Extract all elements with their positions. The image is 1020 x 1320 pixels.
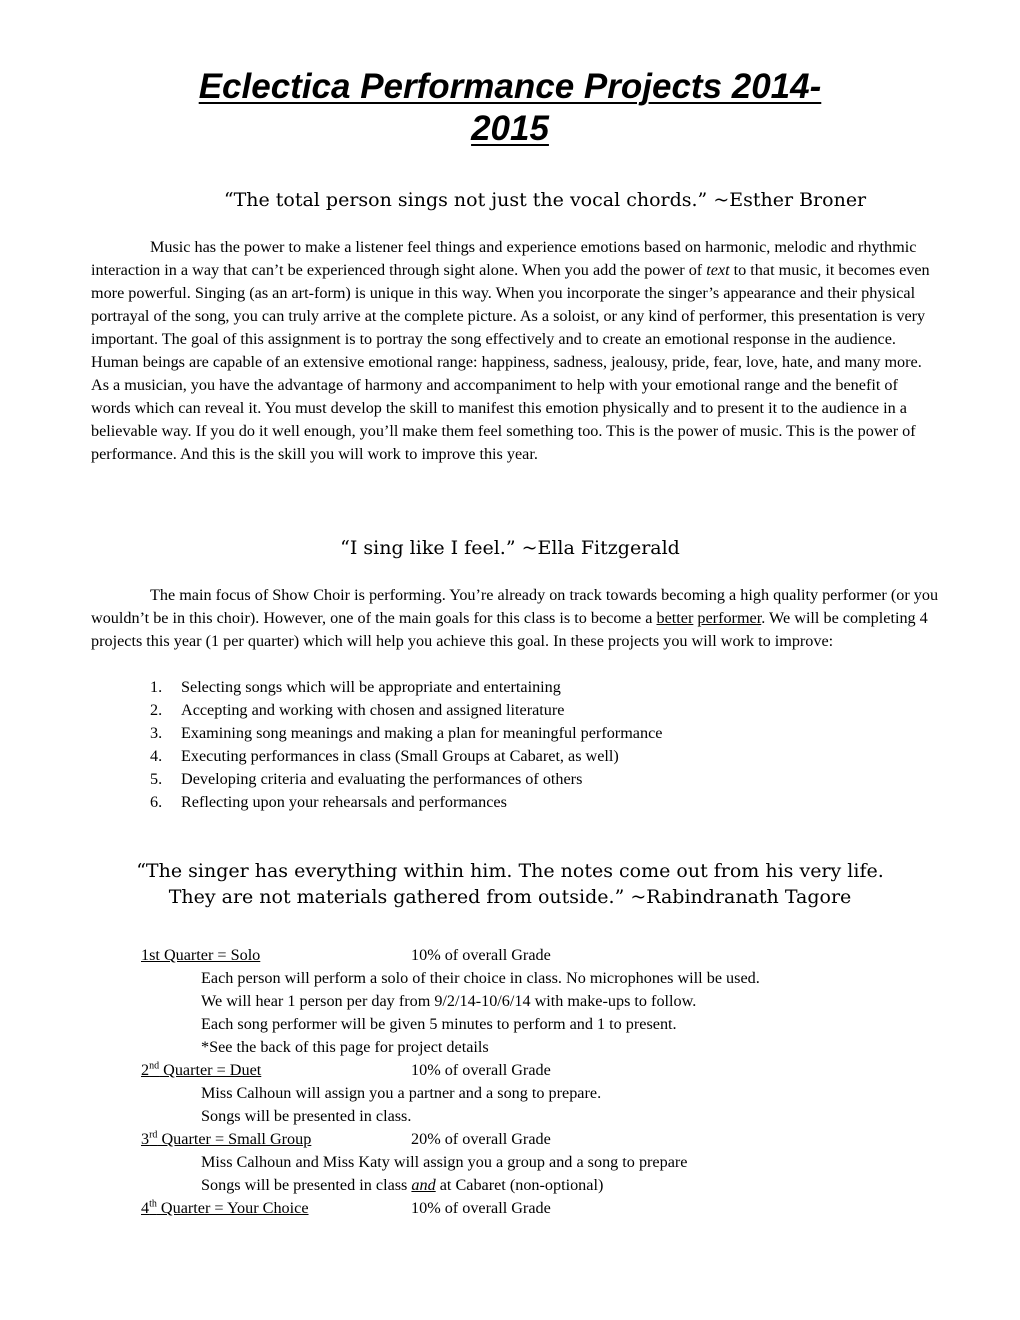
quarter-3-weight: 20% of overall Grade: [411, 1130, 551, 1148]
quarter-4-weight: 10% of overall Grade: [411, 1199, 551, 1217]
page-title: [90, 66, 930, 150]
quarter-2-detail: Miss Calhoun will assign you a partner and a song to prepare.: [201, 1084, 602, 1102]
quarter-3-detail: Songs will be presented in class and at Cabaret (non-optional): [201, 1176, 604, 1194]
title-line-2: 2015: [471, 109, 549, 148]
quarter-1-weight: 10% of overall Grade: [411, 946, 551, 964]
list-item: 6. Reflecting upon your rehearsals and performances: [150, 793, 507, 811]
list-item: 5. Developing criteria and evaluating the performances of others: [150, 770, 583, 788]
quarter-1-label: 1st Quarter = Solo: [141, 946, 261, 964]
goals-list: [150, 676, 662, 814]
quarter-3-label: 3rd Quarter = Small Group: [141, 1129, 312, 1148]
list-item: 1. Selecting songs which will be appropriate and entertaining: [150, 678, 561, 696]
intro-text-part1: Music has the power to make a listener feel things and experience emotions based on harmonic, melodic and rhythmic interaction in a way that can’t be experienced through sight alone. When you add the power of: [91, 238, 917, 279]
focus-underline-performer: performer: [697, 609, 762, 627]
quote-esther-broner: “The total person sings not just the vocal chords.” ~Esther Broner: [223, 189, 867, 211]
quarter-2-detail: Songs will be presented in class.: [201, 1107, 412, 1125]
focus-underline-better: better: [656, 609, 694, 627]
list-item: 2. Accepting and working with chosen and assigned literature: [150, 701, 565, 719]
title-line-1: Eclectica Performance Projects 2014-: [198, 67, 822, 106]
intro-text-part2: to that music, it becomes even more powerful. Singing (as an art-form) is unique in this way. When you incorporate the singer’s appearance and their physical portrayal of the song, you can truly arrive at the complete picture. As a soloist, or any kind of performer, this presentation is very important. The goal of this assignment is to portray the song effectively and to create an emotional response in the audience. Human beings are capable of an extensive emotional range: happiness, sadness, jealousy, pride, fear, love, hate, and many more. As a musician, you have the advantage of harmony and accompaniment to help with your emotional range and the benefit of words which can reveal it. You must develop the skill to manifest this emotion physically and to present it to the audience in a believable way. If you do it well enough, you’ll make them feel something too. This is the power of music. This is the power of performance. And this is the skill you will work to improve this year.: [91, 261, 930, 463]
intro-emphasis: text: [706, 261, 730, 279]
quarter-1-detail: Each person will perform a solo of their choice in class. No microphones will be used.: [201, 969, 760, 987]
quarter-4-label: 4th Quarter = Your Choice: [141, 1198, 309, 1217]
quarter-1-detail: *See the back of this page for project details: [201, 1038, 489, 1056]
quote-tagore-line-1: “The singer has everything within him. The notes come out from his very life.: [136, 860, 884, 882]
quarter-2-weight: 10% of overall Grade: [411, 1061, 551, 1079]
list-item: 3. Examining song meanings and making a plan for meaningful performance: [150, 724, 663, 742]
list-item: 4. Executing performances in class (Small Groups at Cabaret, as well): [150, 747, 619, 765]
quarter-3-detail: Miss Calhoun and Miss Katy will assign you a group and a song to prepare: [201, 1153, 688, 1171]
quarter-1-detail: We will hear 1 person per day from 9/2/14-10/6/14 with make-ups to follow.: [201, 992, 697, 1010]
focus-text-part2: . We will be completing 4 projects this year (1 per quarter) which will help you achieve this goal. In these projects you will work to improve:: [91, 609, 928, 650]
focus-text-part1: The main focus of Show Choir is performing. You’re already on track towards becoming a high quality performer (or you wouldn’t be in this choir). However, one of the main goals for this class is to become a: [91, 586, 939, 627]
focus-paragraph: [91, 584, 939, 653]
intro-paragraph: [91, 236, 939, 466]
quarter-2-label: 2nd Quarter = Duet: [141, 1060, 262, 1079]
quote-tagore-line-2: They are not materials gathered from outside.” ~Rabindranath Tagore: [168, 886, 852, 908]
quarter-1-detail: Each song performer will be given 5 minutes to perform and 1 to present.: [201, 1015, 677, 1033]
quote-ella-fitzgerald: “I sing like I feel.” ~Ella Fitzgerald: [340, 537, 680, 559]
